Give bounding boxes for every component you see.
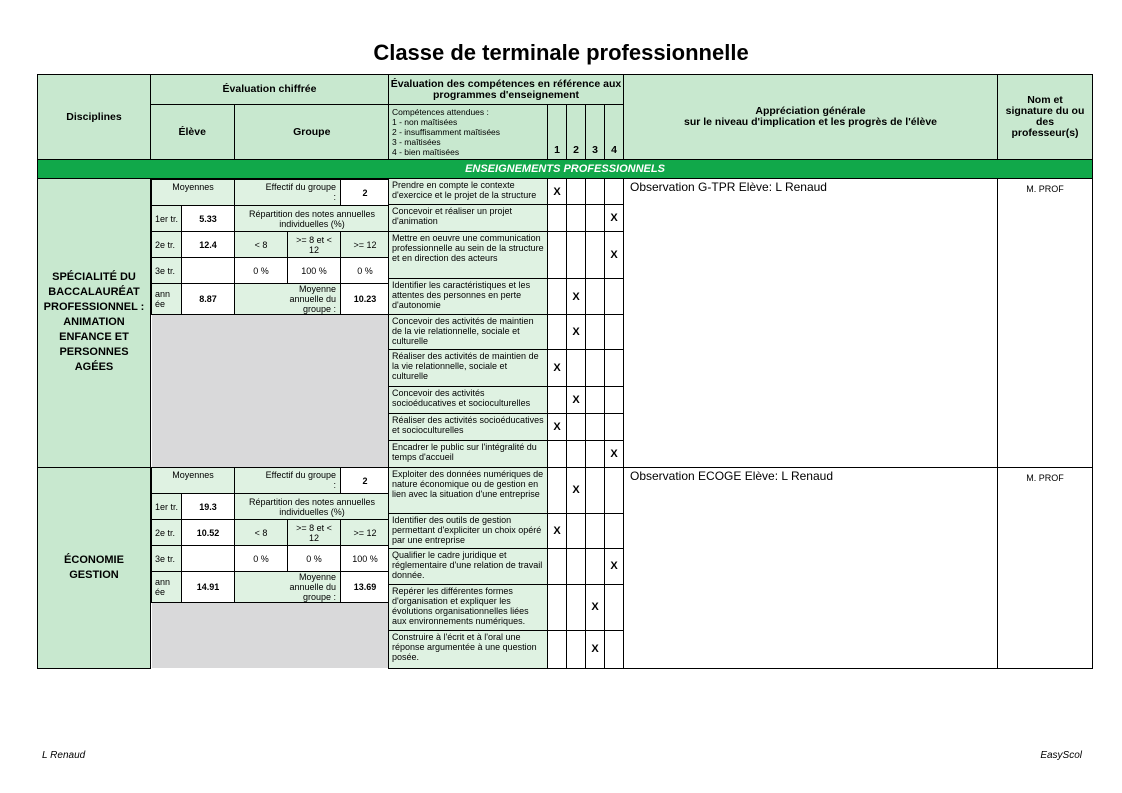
competence-level-1: [548, 315, 567, 350]
competence-level-1: [548, 386, 567, 413]
range-lt8-value: 0 %: [235, 258, 288, 284]
competence-level-3: [586, 179, 605, 205]
repartition-label: Répartition des notes annuelles individuelles (%): [235, 494, 389, 520]
annee-label: ann ée: [152, 284, 182, 315]
header-nom-signature: Nom et signature du ou des professeur(s): [998, 75, 1093, 160]
trimester-3-grade: [182, 258, 235, 284]
grades-grid: [151, 467, 389, 668]
competence-level-3: [586, 414, 605, 441]
effectif-value: 2: [341, 180, 389, 206]
competence-level-2: [567, 630, 586, 668]
competence-level-3: X: [586, 630, 605, 668]
range-lt8-label: < 8: [235, 520, 288, 546]
trimester-2-grade: 12.4: [182, 232, 235, 258]
legend-level-4: 4 - bien maîtisées: [392, 147, 460, 157]
competence-text: Concevoir et réaliser un projet d'animation: [389, 205, 548, 232]
competence-level-4: X: [605, 441, 624, 467]
competence-level-1: [548, 278, 567, 314]
competence-legend: [389, 105, 548, 160]
level-header-4: 4: [605, 105, 624, 160]
competence-text: Mettre en oeuvre une communication professionnelle au sein de la structure et en direction des acteurs: [389, 232, 548, 278]
trimester-1-label: 1er tr.: [152, 206, 182, 232]
competence-level-1: [548, 232, 567, 278]
competence-level-4: [605, 315, 624, 350]
trimester-1-grade: 19.3: [182, 494, 235, 520]
range-mid-value: 0 %: [288, 546, 341, 572]
competence-level-2: [567, 232, 586, 278]
competence-level-4: [605, 350, 624, 386]
trimester-2-grade: 10.52: [182, 520, 235, 546]
report-table: [37, 74, 1093, 669]
competence-level-1: X: [548, 513, 567, 548]
competence-text: Construire à l'écrit et à l'oral une réponse argumentée à une question posée.: [389, 630, 548, 668]
competence-level-4: [605, 179, 624, 205]
trimester-1-grade: 5.33: [182, 206, 235, 232]
competence-level-4: X: [605, 548, 624, 584]
header-eleve: Élève: [151, 105, 234, 159]
grades-cell: [151, 179, 389, 468]
competence-text: Identifier des outils de gestion permettant d'expliciter un choix opéré par une entreprise: [389, 513, 548, 548]
range-mid-label: >= 8 et < 12: [288, 520, 341, 546]
competence-text: Exploiter des données numériques de nature économique ou de gestion en lien avec la situation d'une entreprise: [389, 467, 548, 513]
competence-level-3: [586, 232, 605, 278]
competence-text: Réaliser des activités socioéducatives et socioculturelles: [389, 414, 548, 441]
header-eval-competences: Évaluation des compétences en référence aux programmes d'enseignement: [389, 75, 624, 105]
legend-level-1: 1 - non maîtisées: [392, 117, 458, 127]
competence-level-3: [586, 548, 605, 584]
empty-area: [152, 315, 389, 468]
legend-title: Compétences attendues :: [392, 107, 489, 117]
header-disciplines: Disciplines: [38, 75, 151, 160]
moyennes-label: Moyennes: [152, 180, 235, 206]
section-band: ENSEIGNEMENTS PROFESSIONNELS: [38, 160, 1093, 179]
competence-level-2: [567, 441, 586, 467]
competence-level-3: X: [586, 584, 605, 630]
moyenne-annuelle-value: 13.69: [341, 572, 389, 603]
competence-level-2: [567, 350, 586, 386]
moyenne-annuelle-label: Moyenne annuelle du groupe :: [235, 284, 341, 315]
range-ge12-value: 0 %: [341, 258, 389, 284]
discipline-name: ÉCONOMIE GESTION: [38, 467, 151, 668]
appreciation: Observation ECOGE Elève: L Renaud: [624, 467, 998, 668]
header-eleve-groupe: [151, 105, 389, 159]
page-title: Classe de terminale professionnelle: [373, 40, 749, 65]
discipline-name: SPÉCIALITÉ DU BACCALAURÉAT PROFESSIONNEL : ANIMATION ENFANCE ET PERSONNES AGÉES: [38, 179, 151, 468]
competence-level-2: [567, 584, 586, 630]
moyenne-annuelle-value: 10.23: [341, 284, 389, 315]
competence-level-3: [586, 278, 605, 314]
competence-level-3: [586, 441, 605, 467]
competence-level-2: [567, 414, 586, 441]
competence-level-4: [605, 467, 624, 513]
footer-student: L Renaud: [42, 750, 86, 761]
professor-name: M. PROF: [998, 179, 1093, 468]
competence-level-4: [605, 630, 624, 668]
competence-level-4: [605, 584, 624, 630]
competence-level-4: [605, 278, 624, 314]
competence-level-1: X: [548, 350, 567, 386]
competence-text: Repérer les différentes formes d'organisation et expliquer les évolutions organisationnelles liées aux environnements numériques.: [389, 584, 548, 630]
competence-level-1: [548, 441, 567, 467]
legend-level-2: 2 - insuffisamment maîtisées: [392, 127, 501, 137]
competence-level-3: [586, 467, 605, 513]
effectif-value: 2: [341, 468, 389, 494]
level-header-3: 3: [586, 105, 605, 160]
competence-level-2: X: [567, 467, 586, 513]
annee-grade: 8.87: [182, 284, 235, 315]
header-appreciation: [624, 75, 998, 160]
grades-grid: [151, 179, 389, 467]
level-header-2: 2: [567, 105, 586, 160]
moyenne-annuelle-label: Moyenne annuelle du groupe :: [235, 572, 341, 603]
competence-text: Identifier les caractéristiques et les attentes des personnes en perte d'autonomie: [389, 278, 548, 314]
grades-cell: [151, 467, 389, 668]
competence-level-3: [586, 350, 605, 386]
footer-app: EasyScol: [1040, 750, 1082, 761]
competence-level-2: [567, 179, 586, 205]
range-mid-value: 100 %: [288, 258, 341, 284]
competence-level-1: [548, 584, 567, 630]
competence-level-1: [548, 630, 567, 668]
annee-label: ann ée: [152, 572, 182, 603]
competence-level-1: [548, 548, 567, 584]
competence-text: Concevoir des activités socioéducatives et socioculturelles: [389, 386, 548, 413]
competence-level-2: X: [567, 278, 586, 314]
competence-text: Prendre en compte le contexte d'exercice et le projet de la structure: [389, 179, 548, 205]
competence-level-4: [605, 386, 624, 413]
legend-level-3: 3 - maîtisées: [392, 137, 441, 147]
header-groupe: Groupe: [293, 125, 331, 138]
professor-name: M. PROF: [998, 467, 1093, 668]
moyennes-label: Moyennes: [152, 468, 235, 494]
header-appreciation-title: Appréciation générale: [755, 105, 866, 117]
trimester-1-label: 1er tr.: [152, 494, 182, 520]
effectif-label: Effectif du groupe :: [235, 180, 341, 206]
repartition-label: Répartition des notes annuelles individuelles (%): [235, 206, 389, 232]
competence-level-3: [586, 205, 605, 232]
competence-text: Concevoir des activités de maintien de la vie relationnelle, sociale et culturelle: [389, 315, 548, 350]
competence-level-4: [605, 513, 624, 548]
trimester-3-label: 3e tr.: [152, 258, 182, 284]
competence-level-2: [567, 548, 586, 584]
trimester-2-label: 2e tr.: [152, 520, 182, 546]
range-lt8-label: < 8: [235, 232, 288, 258]
range-ge12-value: 100 %: [341, 546, 389, 572]
trimester-3-grade: [182, 546, 235, 572]
appreciation: Observation G-TPR Elève: L Renaud: [624, 179, 998, 468]
empty-area: [152, 603, 389, 669]
trimester-3-label: 3e tr.: [152, 546, 182, 572]
range-lt8-value: 0 %: [235, 546, 288, 572]
competence-level-2: [567, 513, 586, 548]
competence-level-1: [548, 467, 567, 513]
trimester-2-label: 2e tr.: [152, 232, 182, 258]
effectif-label: Effectif du groupe :: [235, 468, 341, 494]
level-header-1: 1: [548, 105, 567, 160]
annee-grade: 14.91: [182, 572, 235, 603]
competence-level-3: [586, 513, 605, 548]
range-ge12-label: >= 12: [341, 520, 389, 546]
competence-level-4: X: [605, 205, 624, 232]
header-eval-chiffree: Évaluation chiffrée: [151, 75, 389, 105]
competence-text: Encadrer le public sur l'intégralité du temps d'accueil: [389, 441, 548, 467]
competence-level-2: X: [567, 386, 586, 413]
competence-level-4: X: [605, 232, 624, 278]
header-appreciation-subtitle: sur le niveau d'implication et les progrès de l'élève: [684, 116, 937, 128]
range-mid-label: >= 8 et < 12: [288, 232, 341, 258]
competence-level-3: [586, 386, 605, 413]
competence-text: Qualifier le cadre juridique et réglementaire d'une relation de travail donnée.: [389, 548, 548, 584]
competence-level-3: [586, 315, 605, 350]
competence-level-1: X: [548, 179, 567, 205]
competence-level-4: [605, 414, 624, 441]
competence-level-2: [567, 205, 586, 232]
competence-level-1: X: [548, 414, 567, 441]
competence-text: Réaliser des activités de maintien de la vie relationnelle, sociale et culturelle: [389, 350, 548, 386]
range-ge12-label: >= 12: [341, 232, 389, 258]
competence-level-2: X: [567, 315, 586, 350]
competence-level-1: [548, 205, 567, 232]
